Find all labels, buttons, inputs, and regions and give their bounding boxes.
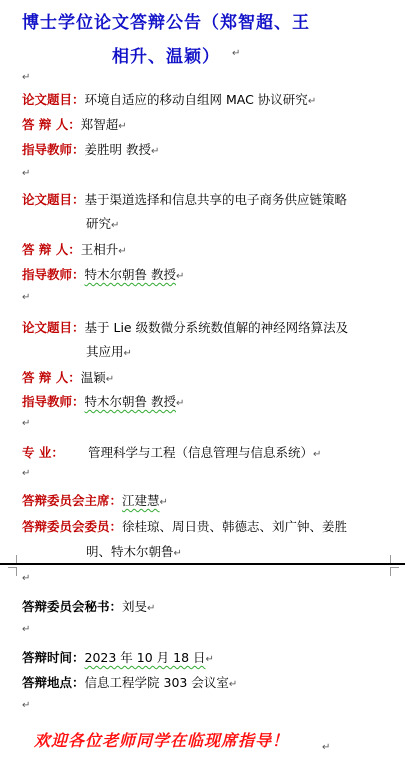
entry-2-advisor-row: 指导教师：特木尔朝鲁 教授↵ [22,267,185,282]
entry-3-topic-continuation: 其应用↵ [86,344,132,359]
paragraph-mark: ↵ [22,700,31,711]
entry-3-advisor-row: 指导教师：特木尔朝鲁 教授↵ [22,394,185,409]
defender-label: 答 辩 人： [22,370,81,385]
place-row: 答辩地点：信息工程学院 303 会议室↵ [22,675,238,690]
place-label: 答辩地点： [22,675,85,690]
major-row: 专 业： 管理科学与工程（信息管理与信息系统）↵ [22,445,322,460]
members-row [22,516,347,535]
paragraph-mark: ↵ [22,624,31,635]
secretary-row: 答辩委员会秘书：刘旻↵ [22,599,156,614]
paragraph-mark: ↵ [22,468,31,479]
members-label: 答辩委员会委员： [22,519,123,534]
defender-label: 答 辩 人： [22,242,81,257]
chair-label: 答辩委员会主席： [22,493,123,508]
topic-value: 基于渠道选择和信息共享的电子商务供应链策略 [84,192,348,207]
topic-label: 论文题目： [22,192,85,207]
entry-1-advisor-row: 指导教师：姜胜明 教授↵ [22,142,160,157]
topic-value: 环境自适应的移动自组网 MAC 协议研究 [84,92,308,107]
secretary-label: 答辩委员会秘书： [22,599,123,614]
title-line-2: 相升、温颖） [112,47,220,67]
paragraph-mark: ↵ [322,742,331,753]
major-label: 专 业： [22,445,64,460]
chair-row: 答辩委员会主席：江建慧↵ [22,493,168,508]
advisor-label: 指导教师： [22,267,85,282]
advisor-value: 姜胜明 教授 [84,142,151,157]
entry-3-defender-row: 答 辩 人：温颖↵ [22,370,115,385]
paragraph-mark: ↵ [22,573,31,584]
major-value: 管理科学与工程（信息管理与信息系统） [88,445,314,460]
title-line-1: 博士学位论文答辩公告（郑智超、王 [22,13,310,33]
paragraph-mark: ↵ [22,418,31,429]
time-row: 答辩时间：2023 年 10 月 18 日↵ [22,650,214,665]
page-corner-mark [390,567,399,576]
entry-2-topic-row [22,189,347,208]
entry-1-defender-row: 答 辩 人：郑智超↵ [22,117,127,132]
entry-2-defender-row: 答 辩 人：王相升↵ [22,242,127,257]
time-value: 2023 年 10 月 18 日 [84,650,206,665]
advisor-label: 指导教师： [22,394,85,409]
topic-label: 论文题目： [22,320,85,335]
advisor-value: 特木尔朝鲁 教授 [84,394,176,409]
paragraph-mark: ↵ [22,292,31,303]
topic-label: 论文题目： [22,92,85,107]
secretary-value: 刘旻 [122,599,148,614]
entry-2-topic-continuation: 研究↵ [86,216,120,231]
members-continuation: 明、特木尔朝鲁↵ [86,544,182,559]
advisor-value: 特木尔朝鲁 教授 [84,267,176,282]
chair-value: 江建慧 [122,493,160,508]
defender-label: 答 辩 人： [22,117,81,132]
place-value: 信息工程学院 303 会议室 [84,675,229,690]
topic-value: 基于 Lie 级数微分系统数值解的神经网络算法及 [84,320,349,335]
defender-value: 温颖 [80,370,106,385]
paragraph-mark: ↵ [22,72,31,83]
time-label: 答辩时间： [22,650,85,665]
welcome-message: 欢迎各位老师同学在临现席指导！ [34,731,290,750]
advisor-label: 指导教师： [22,142,85,157]
page-break-line [0,563,405,565]
entry-3-topic-row [22,317,348,336]
paragraph-mark: ↵ [232,48,241,59]
entry-1-topic-row: 论文题目：环境自适应的移动自组网 MAC 协议研究↵ [22,92,317,107]
defender-value: 郑智超 [80,117,119,132]
paragraph-mark: ↵ [22,168,31,179]
members-value: 徐桂琼、周日贵、韩德志、刘广钟、姜胜 [122,519,348,534]
page-corner-mark [8,567,17,576]
defender-value: 王相升 [80,242,119,257]
